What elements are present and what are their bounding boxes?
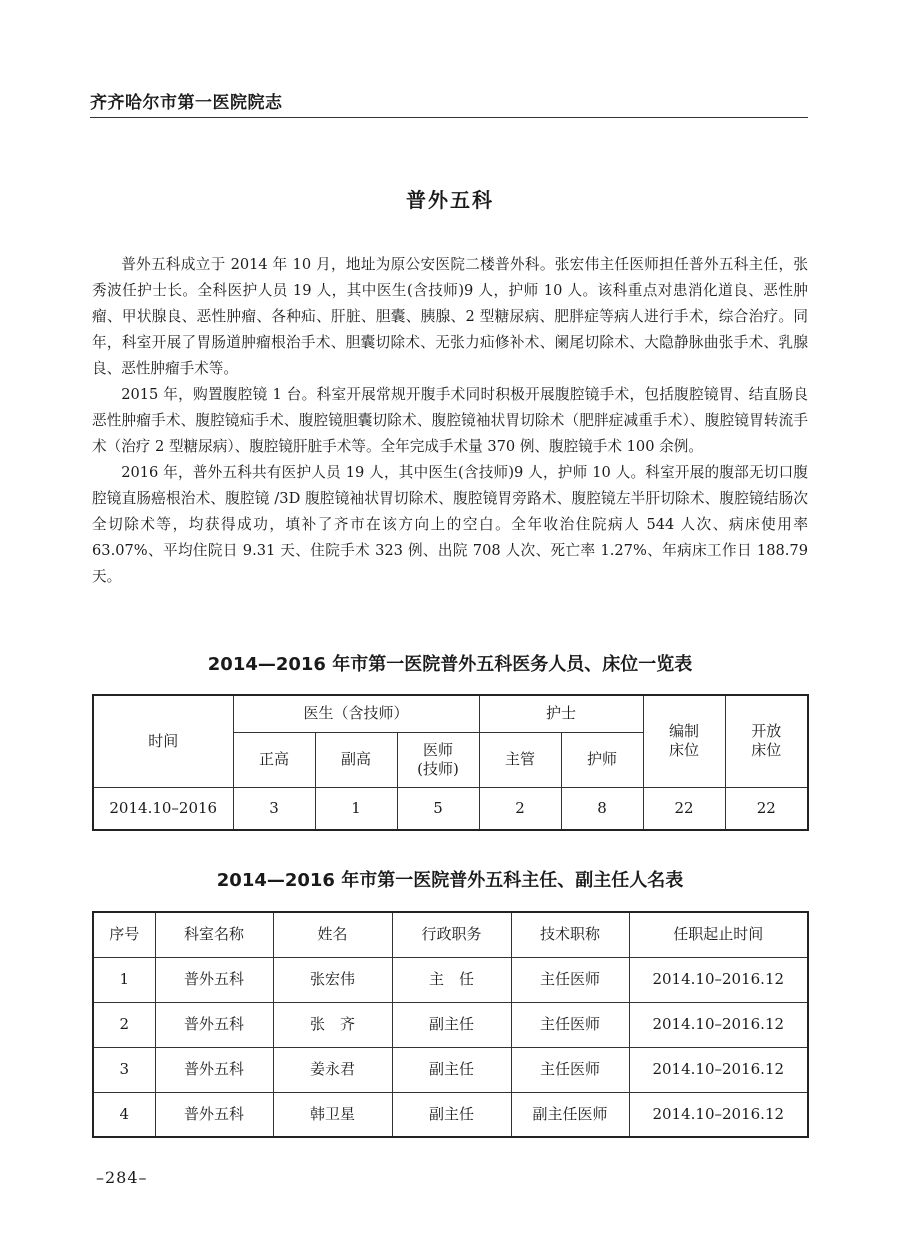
table1-caption: 2014—2016 年市第一医院普外五科医务人员、床位一览表 [207,654,693,675]
header-physician: 医师 (技师) [397,732,479,787]
section-title: 普外五科 [406,188,494,212]
header-row [93,912,808,957]
cell: 普外五科 [155,1092,273,1137]
header-senior: 正高 [233,732,315,787]
cell: 22 [725,787,808,830]
paragraph: 2016 年，普外五科共有医护人员 19 人，其中医生(含技师)9 人，护师 10 人。科室开展的腹部无切口腹腔镜直肠癌根治术、腹腔镜 /3D 腹腔镜袖状胃切除术、腹腔镜胃旁路术、腹腔镜左半肝切除术、腹腔镜结肠次全切除术等，均获得成功，填补了齐市在该方向上的空白。全年收治住院病人 544 人次、病床使用率 63.07%、平均住院日 9.31 天、住院手术 323 例、出院 708 人次、死亡率 1.27%、年病床工作日 188.79 天。 [92,464,808,585]
cell: 8 [561,787,643,830]
cell: 主任医师 [511,1047,629,1092]
cell: 2 [479,787,561,830]
paragraph: 普外五科成立于 2014 年 10 月，地址为原公安医院二楼普外科。张宏伟主任医师担任普外五科主任，张秀波任护士长。全科医护人员 19 人，其中医生(含技师)9 人，护师 10 人。该科重点对患消化道良、恶性肿瘤、甲状腺良、恶性肿瘤、各种疝、肝脏、胆囊、胰腺、2 型糖尿病、肥胖症等病人进行手术，综合治疗。同年，科室开展了胃肠道肿瘤根治手术、胆囊切除术、无张力疝修补术、阑尾切除术、大隐静脉曲张手术、乳腺良、恶性肿瘤手术等。 [92,256,808,377]
header-planned-beds: 编制 床位 [643,695,725,787]
cell: 张 齐 [273,1002,392,1047]
header-nurse-practitioner: 护师 [561,732,643,787]
table-row [93,957,808,1002]
header-nurse: 护士 [479,695,643,732]
header-charge-nurse: 主管 [479,732,561,787]
table-row [93,787,808,830]
staff-beds-table [92,694,809,831]
cell: 2014.10–2016.12 [629,1047,808,1092]
cell: 普外五科 [155,1047,273,1092]
header-department: 科室名称 [155,912,273,957]
cell: 主任医师 [511,957,629,1002]
header-vice-senior: 副高 [315,732,397,787]
cell: 3 [233,787,315,830]
header-name: 姓名 [273,912,392,957]
table-row [93,1002,808,1047]
table-row [93,1092,808,1137]
cell: 副主任 [392,1047,511,1092]
cell: 姜永君 [273,1047,392,1092]
cell: 韩卫星 [273,1092,392,1137]
cell: 普外五科 [155,957,273,1002]
cell: 2014.10–2016.12 [629,1002,808,1047]
body-text [92,252,808,590]
cell: 2014.10–2016 [93,787,233,830]
cell: 2014.10–2016.12 [629,1092,808,1137]
directors-table [92,911,809,1138]
running-header: 齐齐哈尔市第一医院院志 [90,93,283,113]
cell: 2 [93,1002,155,1047]
header-time: 时间 [93,695,233,787]
cell: 4 [93,1092,155,1137]
header-admin-post: 行政职务 [392,912,511,957]
table-row [93,1047,808,1092]
cell: 副主任 [392,1092,511,1137]
page-number: –284– [96,1168,148,1187]
cell: 1 [93,957,155,1002]
cell: 副主任 [392,1002,511,1047]
header-tech-title: 技术职称 [511,912,629,957]
header-index: 序号 [93,912,155,957]
cell: 副主任医师 [511,1092,629,1137]
cell: 5 [397,787,479,830]
cell: 普外五科 [155,1002,273,1047]
header-rule [90,117,808,118]
cell: 22 [643,787,725,830]
cell: 主任医师 [511,1002,629,1047]
paragraph: 2015 年，购置腹腔镜 1 台。科室开展常规开腹手术同时积极开展腹腔镜手术，包括腹腔镜胃、结直肠良恶性肿瘤手术、腹腔镜疝手术、腹腔镜胆囊切除术、腹腔镜袖状胃切除术（肥胖症减重手术）、腹腔镜胃转流手术（治疗 2 型糖尿病）、腹腔镜肝脏手术等。全年完成手术量 370 例、腹腔镜手术 100 余例。 [92,386,808,455]
cell: 1 [315,787,397,830]
table2-caption: 2014—2016 年市第一医院普外五科主任、副主任人名表 [216,870,684,891]
cell: 主 任 [392,957,511,1002]
header-open-beds: 开放 床位 [725,695,808,787]
header-doctor: 医生（含技师） [233,695,479,732]
cell: 3 [93,1047,155,1092]
cell: 张宏伟 [273,957,392,1002]
header-term: 任职起止时间 [629,912,808,957]
cell: 2014.10–2016.12 [629,957,808,1002]
